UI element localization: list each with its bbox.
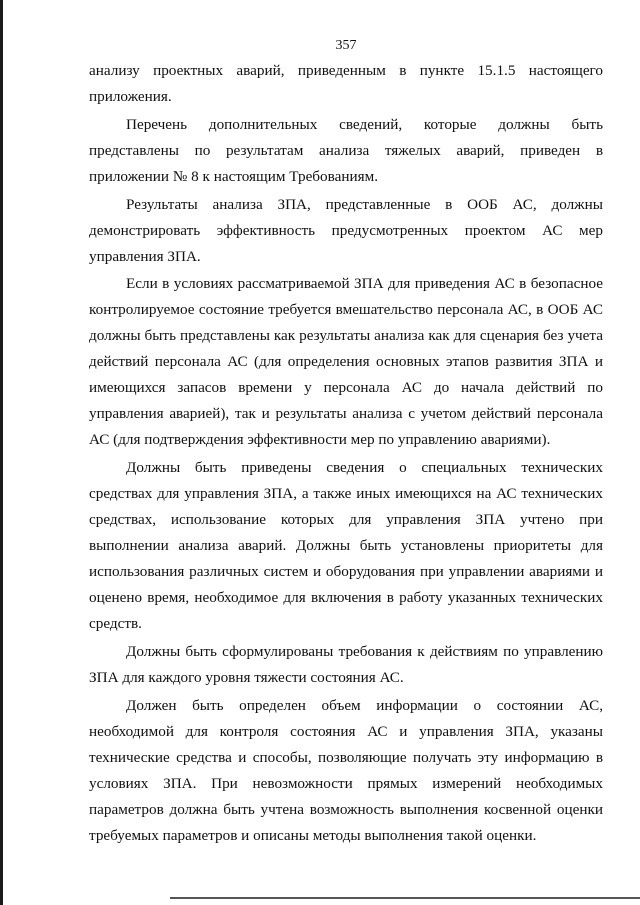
- paragraph-continuation: анализу проектных аварий, приведенным в пункте 15.1.5 настоящего приложения.: [89, 62, 603, 105]
- paragraph-analysis-results: Результаты анализа ЗПА, представленные в ООБ АС, должны демонстрировать эффективность предусмотренных проектом АС мер управления ЗПА.: [89, 195, 603, 265]
- paragraph-personnel-actions: Если в условиях рассматриваемой ЗПА для приведения АС в безопасное контролируемое состояние требуется вмешательство персонала АС, в ООБ АС должны быть представлены как результаты анализа как для сценария без учета действий персонала АС (для определения основных этапов развития ЗПА и имеющихся запасов времени у персонала АС до начала действий по управления аварией), так и результаты анализа с учетом действий персонала АС (для подтверждения эффективности мер по управлению авариями).: [89, 275, 603, 449]
- paragraph-information-scope: Должен быть определен объем информации о состоянии АС, необходимой для контроля состояния АС и управления ЗПА, указаны технические средства и способы, позволяющие получать эту информацию в условиях ЗПА. При невозможности прямых измерений необходимых параметров должна быть учтена возможность выполнения косвенной оценки требуемых параметров и описаны методы выполнения такой оценки.: [89, 696, 603, 844]
- paragraph-additional-info: Перечень дополнительных сведений, которые должны быть представлены по результатам анализа тяжелых аварий, приведен в приложении № 8 к настоящим Требованиям.: [89, 115, 603, 185]
- scan-edge-left: [0, 0, 3, 905]
- paragraph-technical-means: Должны быть приведены сведения о специальных технических средствах для управления ЗПА, а также иных имеющихся на АС технических средствах, использование которых для управления ЗПА учтено при выполнении анализа аварий. Должны быть установлены приоритеты для использования различных систем и оборудования при управлении авариями и оценено время, необходимое для включения в работу указанных технических средств.: [89, 459, 603, 633]
- scan-edge-bottom: [170, 897, 640, 899]
- page-number: 357: [335, 38, 357, 53]
- document-body: [89, 58, 603, 851]
- paragraph-requirements: Должны быть сформулированы требования к действиям по управлению ЗПА для каждого уровня тяжести состояния АС.: [89, 642, 603, 686]
